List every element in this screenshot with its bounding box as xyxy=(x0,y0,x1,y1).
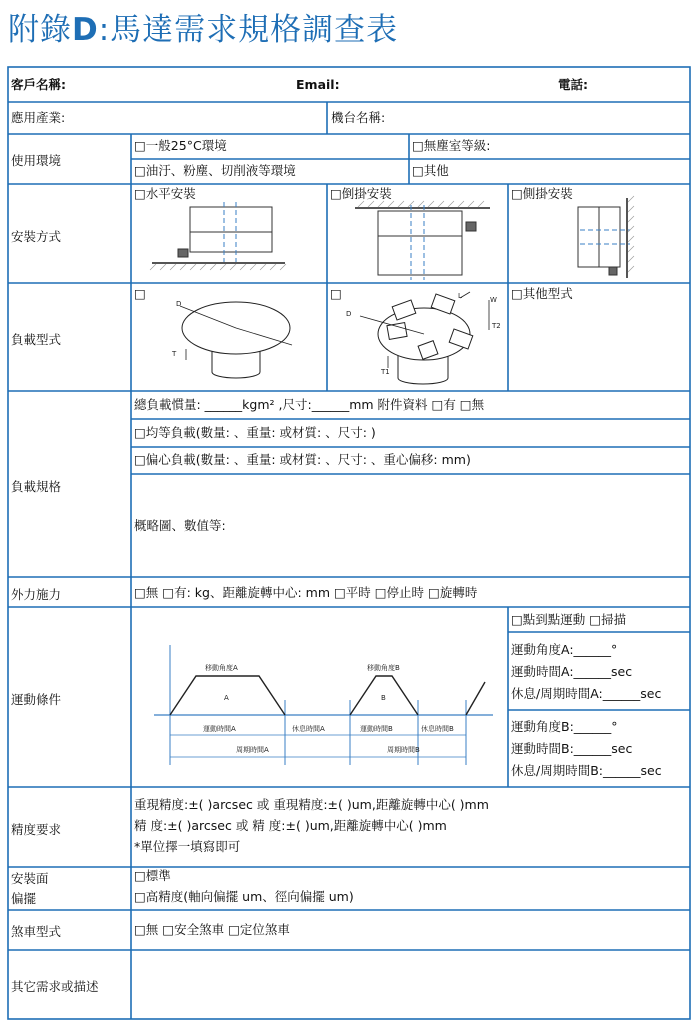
external-force-options[interactable]: □無 □有: kg、距離旋轉中心: mm □平時 □停止時 □旋轉時 xyxy=(134,585,478,600)
diagram-cycle-b: 周期時間B xyxy=(387,746,420,754)
other-requirements-label: 其它需求或描述 xyxy=(11,979,99,994)
total-inertia-field[interactable]: 總負載慣量: ______kgm² ,尺寸:______mm 附件資料 □有 □無 xyxy=(134,397,485,412)
motion-time-b-field[interactable]: 運動時間B:______sec xyxy=(511,741,633,756)
env-dirty-checkbox[interactable]: □油汙、粉塵、切削液等環境 xyxy=(134,163,296,178)
multi-t1-label: T1 xyxy=(381,368,390,376)
runout-label: 偏擺 xyxy=(11,891,37,906)
surface-high-precision-checkbox[interactable]: □高精度(軸向偏擺 um、徑向偏擺 um) xyxy=(134,889,354,904)
motion-time-a-field[interactable]: 運動時間A:______sec xyxy=(511,664,633,679)
rest-cycle-b-field[interactable]: 休息/周期時間B:______sec xyxy=(511,763,662,778)
disk-d-label: D xyxy=(176,300,182,308)
multi-l-label: L xyxy=(458,292,462,300)
disk-t-label: T xyxy=(172,350,177,358)
diagram-angle-b: 移動角度B xyxy=(367,664,400,672)
sketch-field[interactable]: 概略圖、數值等: xyxy=(134,518,226,533)
diagram-rest-time-a: 休息時間A xyxy=(292,725,325,733)
mount-horizontal-checkbox[interactable]: □水平安裝 xyxy=(134,186,196,201)
load-other-checkbox[interactable]: □其他型式 xyxy=(511,286,573,301)
title-rest: :馬達需求規格調查表 xyxy=(98,12,399,48)
diagram-label-b: B xyxy=(381,694,386,702)
precision-field[interactable]: 精 度:±( )arcsec 或 精 度:±( )um,距離旋轉中心( )mm xyxy=(134,818,447,833)
precision-note: *單位擇一填寫即可 xyxy=(134,839,241,854)
load-type-label: 負載型式 xyxy=(11,332,62,347)
phone-field[interactable]: 電話: xyxy=(558,77,588,92)
load-multi-checkbox[interactable]: □ xyxy=(330,286,342,301)
motion-angle-a-field[interactable]: 運動角度A:______° xyxy=(511,642,618,657)
diagram-move-time-b: 運動時間B xyxy=(360,725,393,733)
mount-surface-label: 安裝面 xyxy=(11,871,49,886)
title-prefix: 附錄 xyxy=(8,12,72,48)
diagram-cycle-a: 周期時間A xyxy=(236,746,269,754)
load-spec-label: 負載規格 xyxy=(11,479,62,494)
customer-name-field[interactable]: 客戶名稱: xyxy=(11,77,66,92)
diagram-rest-time-b: 休息時間B xyxy=(421,725,454,733)
disk-load-illustration xyxy=(180,302,292,378)
env-cleanroom-checkbox[interactable]: □無塵室等級: xyxy=(412,138,491,153)
motion-angle-b-field[interactable]: 運動角度B:______° xyxy=(511,719,618,734)
brake-options[interactable]: □無 □安全煞車 □定位煞車 xyxy=(134,922,290,937)
machine-name-field[interactable]: 機台名稱: xyxy=(331,110,386,125)
mount-side-checkbox[interactable]: □側掛安裝 xyxy=(511,186,573,201)
precision-label: 精度要求 xyxy=(11,822,62,837)
horizontal-mount-illustration xyxy=(152,202,285,263)
inverted-mount-illustration xyxy=(355,205,490,280)
multi-load-illustration xyxy=(360,292,489,384)
diagram-angle-a: 移動角度A xyxy=(205,664,238,672)
side-mount-illustration xyxy=(578,198,630,278)
env-general-checkbox[interactable]: □一般25°C環境 xyxy=(134,138,227,153)
eccentric-load-checkbox[interactable]: □偏心負載(數量: 、重量: 或材質: 、尺寸: 、重心偏移: mm) xyxy=(134,452,471,467)
multi-t2-label: T2 xyxy=(492,322,501,330)
diagram-label-a: A xyxy=(224,694,229,702)
external-force-label: 外力施力 xyxy=(11,587,62,602)
multi-w-label: W xyxy=(490,296,497,304)
motion-mode-checkboxes[interactable]: □點到點運動 □掃描 xyxy=(511,612,627,627)
motion-label: 運動條件 xyxy=(11,692,62,707)
title-letter: D xyxy=(72,12,99,48)
mounting-label: 安裝方式 xyxy=(11,229,62,244)
industry-field[interactable]: 應用產業: xyxy=(11,110,66,125)
diagram-move-time-a: 運動時間A xyxy=(203,725,236,733)
repeat-precision-field[interactable]: 重現精度:±( )arcsec 或 重現精度:±( )um,距離旋轉中心( )mm xyxy=(134,797,489,812)
environment-label: 使用環境 xyxy=(11,153,62,168)
other-requirements-field[interactable] xyxy=(134,953,686,1015)
mount-inverted-checkbox[interactable]: □倒掛安裝 xyxy=(330,186,392,201)
surface-standard-checkbox[interactable]: □標準 xyxy=(134,868,171,883)
uniform-load-checkbox[interactable]: □均等負載(數量: 、重量: 或材質: 、尺寸: ) xyxy=(134,425,376,440)
multi-d-label: D xyxy=(346,310,352,318)
rest-cycle-a-field[interactable]: 休息/周期時間A:______sec xyxy=(511,686,662,701)
brake-label: 煞車型式 xyxy=(11,924,62,939)
email-field[interactable]: Email: xyxy=(296,77,340,92)
env-other-checkbox[interactable]: □其他 xyxy=(412,163,449,178)
load-disk-checkbox[interactable]: □ xyxy=(134,286,146,301)
